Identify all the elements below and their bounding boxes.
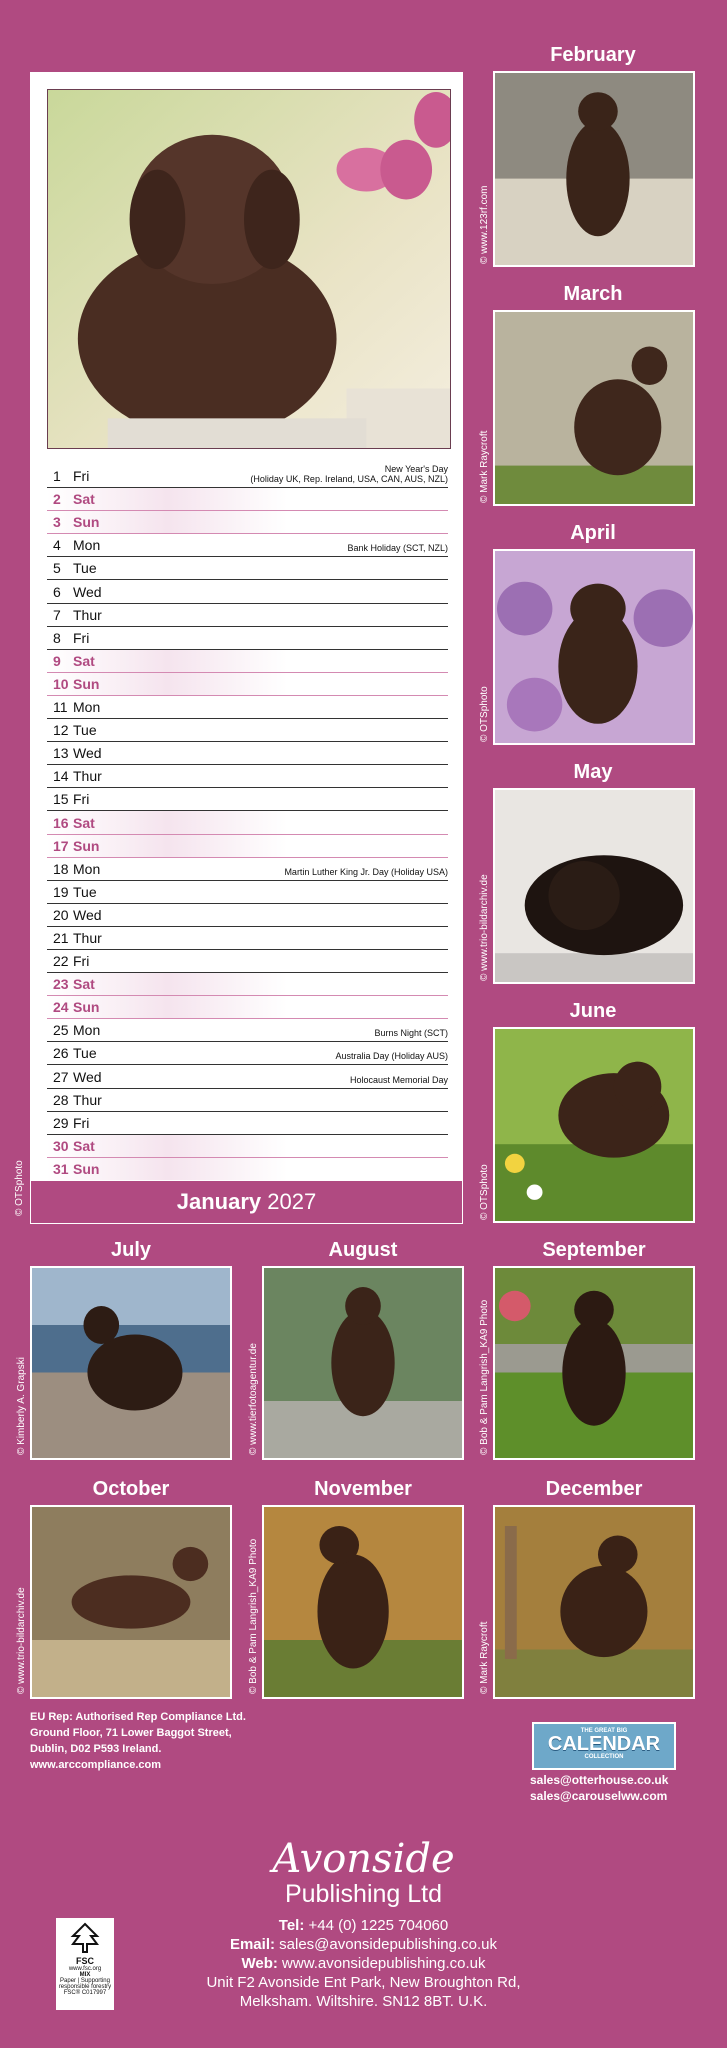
day-name: Sat (73, 652, 95, 669)
puppy-photo-aug (264, 1268, 462, 1458)
sales-emails (530, 1772, 668, 1804)
day-name: Thur (73, 606, 102, 623)
day-name: Thur (73, 768, 102, 785)
fsc-tree-icon (70, 1922, 100, 1954)
day-number: 23 (53, 976, 69, 993)
day-number: 21 (53, 929, 69, 946)
day-name: Sat (73, 976, 95, 993)
day-name: Mon (73, 699, 101, 716)
day-row (47, 673, 448, 696)
month-title-november: November (314, 1478, 412, 1500)
day-event-note: New Year's Day (Holiday UK, Rep. Ireland, USA, CAN, AUS, NZL) (250, 464, 448, 485)
day-name: Tue (73, 1045, 97, 1062)
tel-label: Tel: (278, 1917, 305, 1934)
day-name: Sun (73, 1160, 100, 1177)
day-row (47, 881, 448, 904)
puppy-photo-may (495, 790, 693, 982)
month-label: January (176, 1189, 262, 1214)
day-name: Sat (73, 491, 95, 508)
day-row (47, 765, 448, 788)
day-row (47, 927, 448, 950)
day-name: Wed (73, 1068, 102, 1085)
puppy-photo-jun (495, 1029, 693, 1221)
eu-rep-line: www.arccompliance.com (30, 1759, 162, 1771)
june-photo-credit: © OTSphoto (479, 1164, 490, 1220)
eu-rep-line: Ground Floor, 71 Lower Baggot Street, (30, 1727, 232, 1739)
day-row (47, 742, 448, 765)
day-name: Sun (73, 837, 100, 854)
day-list (47, 465, 448, 1181)
day-row (47, 1135, 448, 1158)
logo-top-text: THE GREAT BIG (580, 1728, 628, 1734)
tel-value: +44 (0) 1225 704060 (308, 1917, 449, 1934)
day-name: Fri (73, 468, 90, 485)
day-number: 17 (53, 837, 69, 854)
day-name: Fri (73, 953, 90, 970)
day-event-note: Martin Luther King Jr. Day (Holiday USA) (284, 866, 448, 877)
puppy-photo-jan (48, 90, 450, 448)
day-event-note: Australia Day (Holiday AUS) (335, 1051, 448, 1062)
day-number: 13 (53, 745, 69, 762)
july-photo-credit: © Kimberly A. Grapski (16, 1357, 27, 1455)
fsc-desc: Paper | Supporting responsible forestry (58, 1978, 112, 1990)
day-row (47, 604, 448, 627)
day-number: 20 (53, 906, 69, 923)
day-row (47, 1158, 448, 1181)
day-number: 15 (53, 791, 69, 808)
april-photo (493, 549, 695, 745)
day-name: Mon (73, 860, 101, 877)
calendar-collection-logo (532, 1722, 676, 1770)
month-year-footer (31, 1180, 462, 1223)
puppy-photo-jul (32, 1268, 230, 1458)
day-row (47, 835, 448, 858)
day-number: 28 (53, 1091, 69, 1108)
november-photo-credit: © Bob & Pam Langrish_KA9 Photo (248, 1538, 259, 1694)
january-photo (47, 89, 451, 449)
day-number: 2 (53, 491, 61, 508)
day-number: 25 (53, 1022, 69, 1039)
fsc-url: www.fsc.org (68, 1966, 102, 1972)
day-number: 9 (53, 652, 61, 669)
day-number: 8 (53, 629, 61, 646)
day-row (47, 1065, 448, 1088)
web-value[interactable]: www.avonsidepublishing.co.uk (282, 1955, 486, 1972)
day-row (47, 696, 448, 719)
day-number: 19 (53, 883, 69, 900)
day-name: Mon (73, 1022, 101, 1039)
day-name: Tue (73, 883, 97, 900)
puppy-photo-feb (495, 73, 693, 265)
month-title-september: September (542, 1239, 646, 1261)
day-row (47, 465, 448, 488)
day-row (47, 719, 448, 742)
puppy-photo-apr (495, 551, 693, 743)
day-number: 1 (53, 468, 61, 485)
november-photo (262, 1505, 464, 1699)
fsc-brand: FSC (76, 1956, 94, 1966)
day-name: Sun (73, 675, 100, 692)
day-row (47, 1112, 448, 1135)
september-photo (493, 1266, 695, 1460)
month-title-may: May (573, 761, 613, 783)
puppy-photo-sep (495, 1268, 693, 1458)
publisher-address: Unit F2 Avonside Ent Park, New Broughton Rd, (206, 1974, 521, 1991)
day-name: Thur (73, 1091, 102, 1108)
day-number: 22 (53, 953, 69, 970)
day-number: 31 (53, 1160, 69, 1177)
publisher-name-sub: Publishing Ltd (284, 1880, 443, 1908)
january-photo-credit: © OTSphoto (14, 1160, 25, 1216)
month-title-april: April (570, 522, 616, 544)
day-row (47, 627, 448, 650)
day-row (47, 488, 448, 511)
puppy-photo-nov (264, 1507, 462, 1697)
day-row (47, 1089, 448, 1112)
june-photo (493, 1027, 695, 1223)
day-name: Tue (73, 560, 97, 577)
april-photo-credit: © OTSphoto (479, 686, 490, 742)
january-panel (30, 72, 463, 1224)
day-name: Tue (73, 722, 97, 739)
month-title-december: December (545, 1478, 643, 1500)
day-number: 10 (53, 675, 69, 692)
web-label: Web: (241, 1955, 278, 1972)
day-row (47, 580, 448, 603)
day-name: Wed (73, 583, 102, 600)
day-row (47, 1042, 448, 1065)
october-photo (30, 1505, 232, 1699)
fsc-code: FSC® C017997 (63, 1990, 107, 1996)
day-row (47, 904, 448, 927)
month-title-march: March (563, 283, 623, 305)
day-number: 7 (53, 606, 61, 623)
sales-email[interactable]: sales@otterhouse.co.uk (530, 1773, 669, 1787)
publisher-name: Avonside (272, 1836, 455, 1882)
publisher-address: Melksham. Wiltshire. SN12 8BT. U.K. (239, 1993, 488, 2010)
december-photo (493, 1505, 695, 1699)
eu-rep-line: EU Rep: Authorised Rep Compliance Ltd. (30, 1711, 246, 1723)
august-photo-credit: © www.tierfotoagentur.de (248, 1343, 259, 1455)
month-title-july: July (110, 1239, 152, 1261)
eu-rep-line: Dublin, D02 P593 Ireland. (30, 1743, 162, 1755)
day-number: 5 (53, 560, 61, 577)
puppy-photo-oct (32, 1507, 230, 1697)
day-number: 3 (53, 514, 61, 531)
day-row (47, 511, 448, 534)
march-photo-credit: © Mark Raycroft (479, 430, 490, 503)
august-photo (262, 1266, 464, 1460)
september-photo-credit: © Bob & Pam Langrish_KA9 Photo (479, 1299, 490, 1455)
email-label: Email: (229, 1936, 275, 1953)
day-row (47, 996, 448, 1019)
month-title-june: June (569, 1000, 617, 1022)
december-photo-credit: © Mark Raycroft (479, 1621, 490, 1694)
july-photo (30, 1266, 232, 1460)
day-number: 24 (53, 999, 69, 1016)
october-photo-credit: © www.trio-bildarchiv.de (16, 1587, 27, 1694)
month-title-august: August (328, 1239, 398, 1261)
february-photo (493, 71, 695, 267)
day-number: 29 (53, 1114, 69, 1131)
email-value[interactable]: sales@avonsidepublishing.co.uk (279, 1936, 498, 1953)
day-number: 18 (53, 860, 69, 877)
day-number: 12 (53, 722, 69, 739)
day-row (47, 788, 448, 811)
day-number: 11 (53, 699, 68, 716)
fsc-mix: MIX (79, 1972, 91, 1978)
day-row (47, 858, 448, 881)
day-row (47, 1019, 448, 1042)
day-name: Fri (73, 629, 90, 646)
day-row (47, 650, 448, 673)
may-photo-credit: © www.trio-bildarchiv.de (479, 874, 490, 981)
day-event-note: Bank Holiday (SCT, NZL) (347, 543, 448, 554)
month-title-february: February (550, 44, 636, 66)
day-number: 30 (53, 1137, 69, 1154)
day-number: 27 (53, 1068, 69, 1085)
logo-main-text: CALENDAR (547, 1733, 661, 1755)
day-row (47, 811, 448, 834)
fsc-logo (56, 1918, 114, 2010)
puppy-photo-mar (495, 312, 693, 504)
february-photo-credit: © www.123rf.com (479, 185, 490, 264)
day-name: Sat (73, 1137, 95, 1154)
day-number: 26 (53, 1045, 69, 1062)
logo-bottom-text: COLLECTION (584, 1754, 624, 1760)
sales-email[interactable]: sales@carouselww.com (530, 1789, 668, 1803)
day-name: Mon (73, 537, 101, 554)
year-label: 2027 (267, 1189, 317, 1214)
month-title-october: October (92, 1478, 170, 1500)
day-name: Sun (73, 514, 100, 531)
day-name: Fri (73, 791, 90, 808)
day-number: 14 (53, 768, 69, 785)
may-photo (493, 788, 695, 984)
day-event-note: Holocaust Memorial Day (349, 1074, 448, 1085)
march-photo (493, 310, 695, 506)
day-number: 6 (53, 583, 61, 600)
day-number: 16 (53, 814, 69, 831)
day-row (47, 973, 448, 996)
eu-rep-block (30, 1709, 246, 1773)
day-event-note: Burns Night (SCT) (374, 1028, 448, 1039)
day-name: Fri (73, 1114, 90, 1131)
day-row (47, 557, 448, 580)
day-row (47, 950, 448, 973)
day-row (47, 534, 448, 557)
day-name: Thur (73, 929, 102, 946)
day-number: 4 (53, 537, 61, 554)
puppy-photo-dec (495, 1507, 693, 1697)
day-name: Sat (73, 814, 95, 831)
day-name: Sun (73, 999, 100, 1016)
day-name: Wed (73, 906, 102, 923)
day-name: Wed (73, 745, 102, 762)
